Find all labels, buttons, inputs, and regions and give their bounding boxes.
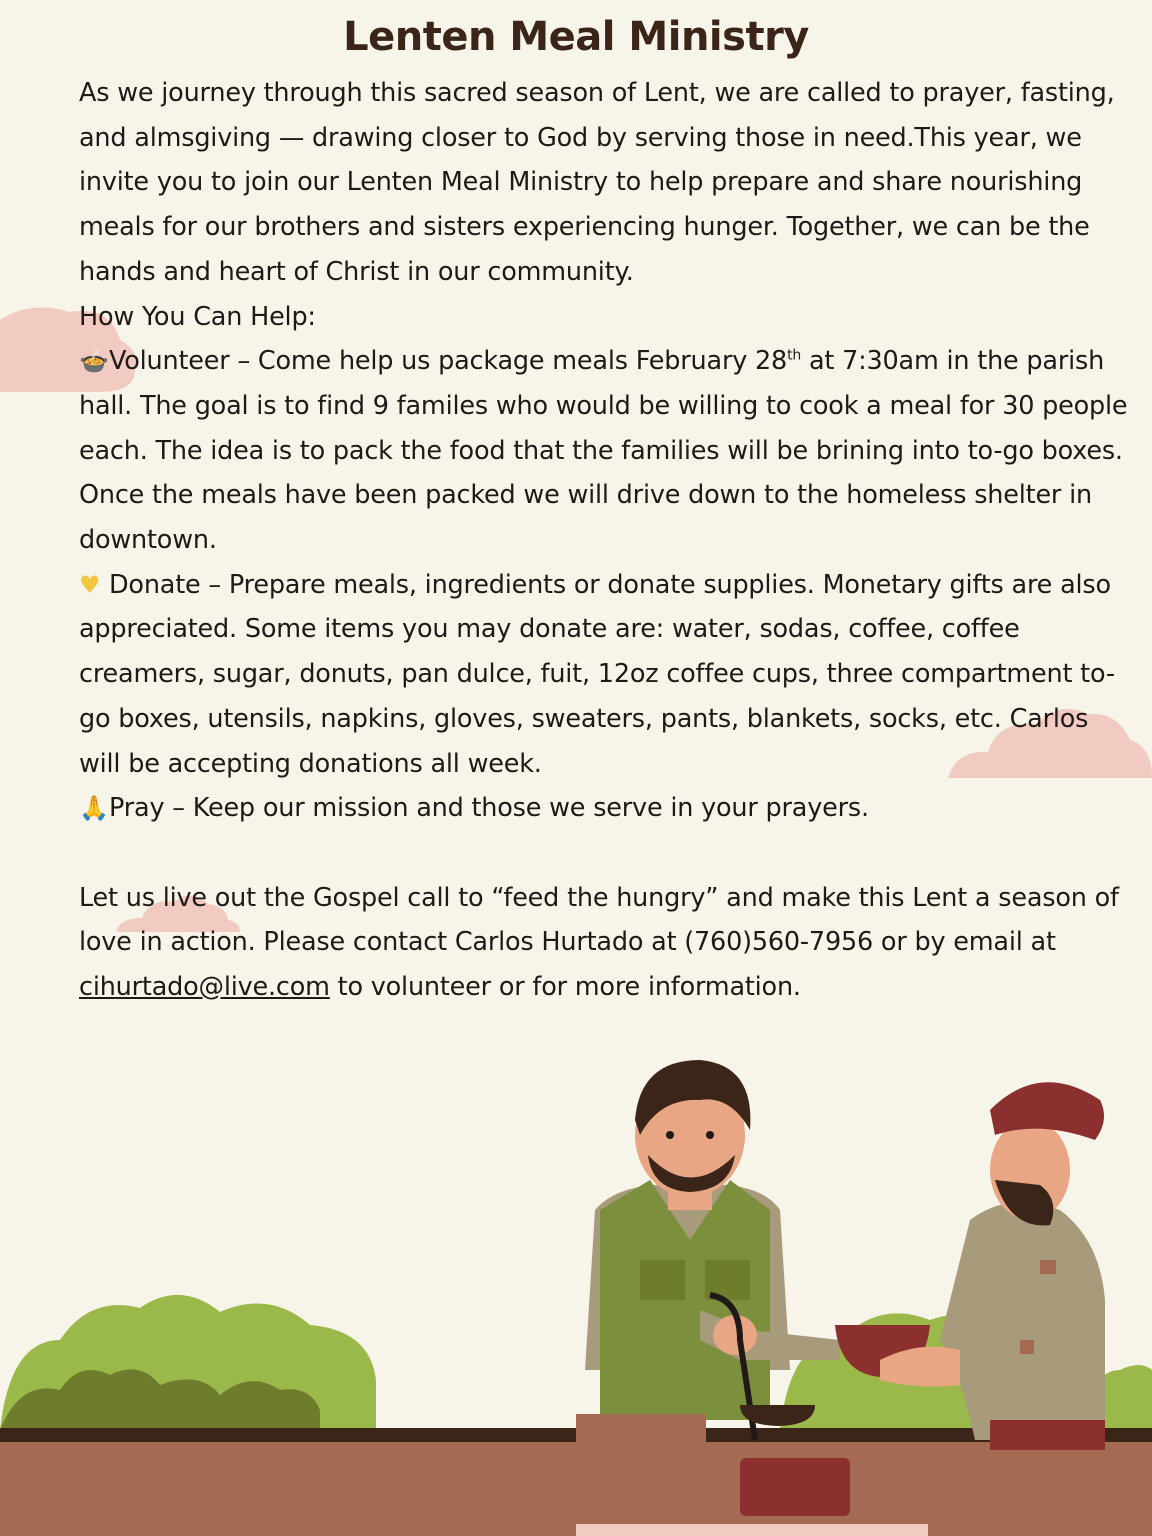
- donate-item: [79, 563, 1129, 787]
- closing-text-b: to volunteer or for more information.: [329, 972, 801, 1003]
- cooking-pot: [740, 1458, 850, 1516]
- spacer: [79, 831, 1129, 876]
- table-edge: [576, 1524, 928, 1536]
- volunteer-label: Volunteer: [109, 346, 230, 377]
- pray-text: – Keep our mission and those we serve in your prayers.: [164, 793, 869, 824]
- serving-table: [576, 1414, 706, 1524]
- main-content: [79, 71, 1129, 1010]
- closing-text-a: Let us live out the Gospel call to “feed the hungry” and make this Lent a season of love in action. Please contact Carlos Hurtado at (760)560-7956 or by email at: [79, 882, 1119, 958]
- pray-label: Pray: [109, 793, 165, 824]
- email-link[interactable]: cihurtado@live.com: [79, 972, 330, 1003]
- yellow-heart-icon: ♥: [79, 570, 101, 599]
- page-title: Lenten Meal Ministry: [343, 14, 809, 60]
- meal-serving-illustration: [0, 1040, 1152, 1536]
- bowl-icon: 🍲: [79, 347, 109, 376]
- volunteer-sup: th: [787, 347, 802, 364]
- volunteer-text-b: at 7:30am in the parish hall. The goal is to find 9 familes who would be willing to cook a meal for 30 people each. The idea is to pack the food that the families will be brining into to-go boxes. Once the meals have been packed we will drive down to the homeless shelter in downtown.: [79, 346, 1128, 556]
- intro-paragraph: As we journey through this sacred season of Lent, we are called to prayer, fasting, and almsgiving — drawing closer to God by serving those in need.This year, we invite you to join our Lenten Meal Ministry to help prepare and share nourishing meals for our brothers and sisters experiencing hunger. Together, we can be the hands and heart of Christ in our community.: [79, 78, 1115, 287]
- donate-text: – Prepare meals, ingredients or donate supplies. Monetary gifts are also appreciated. Some items you may donate are: water, sodas, coffee, coffee creamers, sugar, donuts, pan dulce, fuit, 12oz coffee cups, three compartment to-go boxes, utensils, napkins, gloves, sweaters, pants, blankets, socks, etc. Carlos will be accepting donations all week.: [79, 569, 1115, 779]
- praying-hands-icon: 🙏: [79, 794, 109, 823]
- volunteer-text-a: – Come help us package meals February 28: [229, 346, 788, 377]
- bushes-left: [0, 1295, 376, 1430]
- closing-paragraph: [79, 876, 1129, 1010]
- donate-label: Donate: [109, 569, 201, 600]
- help-heading: How You Can Help:: [79, 301, 316, 332]
- volunteer-item: [79, 339, 1129, 563]
- pray-item: [79, 786, 1129, 831]
